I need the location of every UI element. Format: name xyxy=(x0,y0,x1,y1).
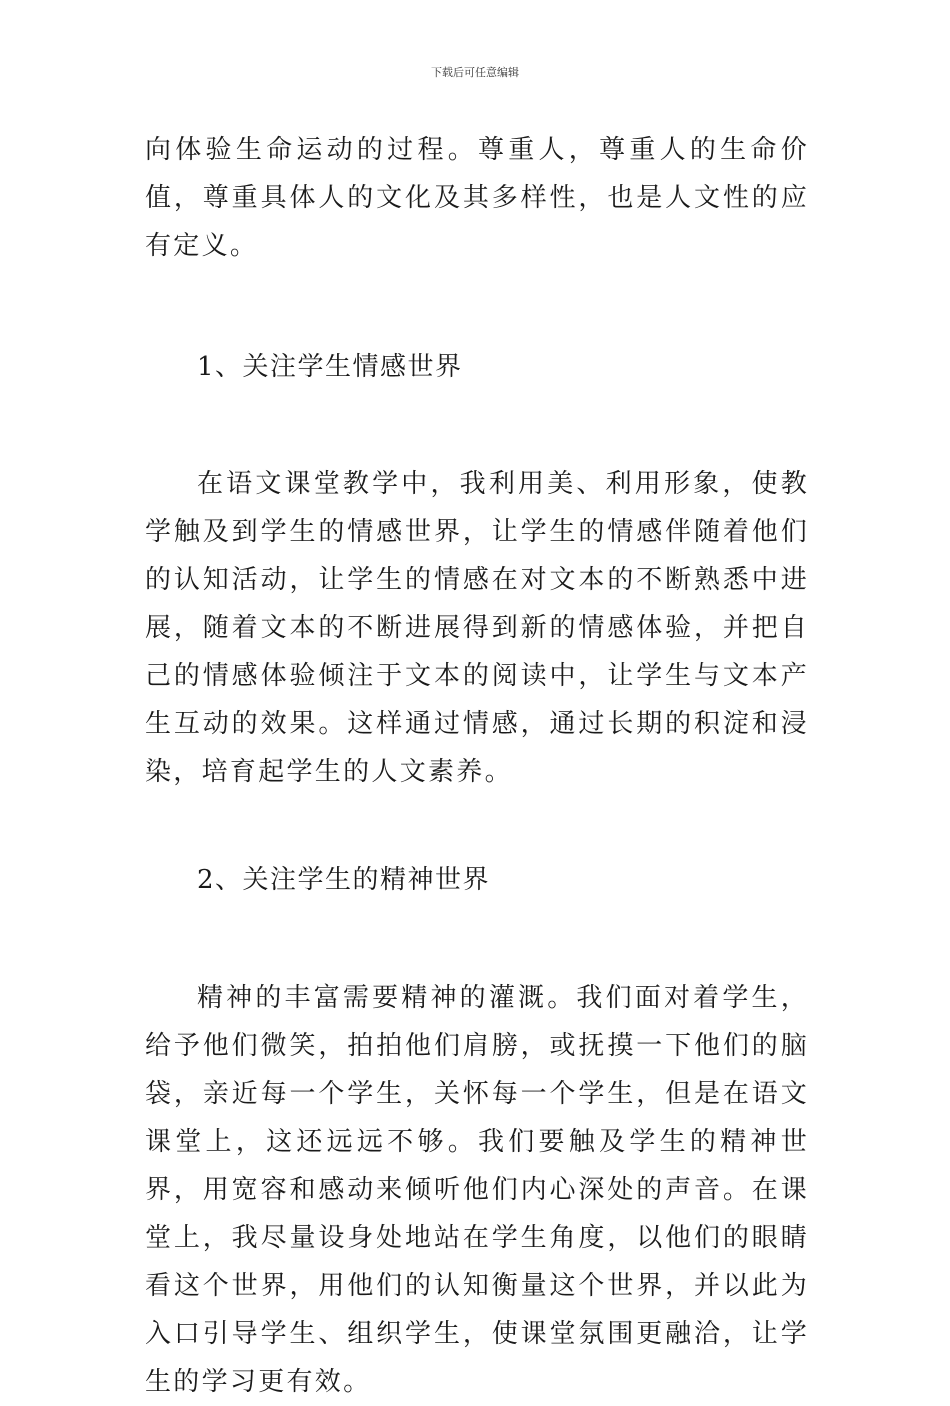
intro-paragraph: 向体验生命运动的过程。尊重人，尊重人的生命价值，尊重具体人的文化及其多样性，也是人文性的应有定义。 xyxy=(145,135,809,261)
section-2-paragraph: 精神的丰富需要精神的灌溉。我们面对着学生，给予他们微笑，拍拍他们肩膀，或抚摸一下他们的脑袋，亲近每一个学生，关怀每一个学生，但是在语文课堂上，这还远远不够。我们要触及学生的精神世界，用宽容和感动来倾听他们内心深处的声音。在课堂上，我尽量设身处地站在学生角度，以他们的眼睛看这个世界，用他们的认知衡量这个世界，并以此为入口引导学生、组织学生，使课堂氛围更融洽，让学生的学习更有效。 xyxy=(145,983,809,1397)
spacer xyxy=(145,391,809,460)
spacer xyxy=(145,904,809,974)
section-2-heading: 2、关注学生的精神世界 xyxy=(197,865,491,895)
spacer xyxy=(145,270,809,343)
section-1-heading: 1、关注学生情感世界 xyxy=(197,352,463,382)
page-header: 下载后可任意编辑 xyxy=(431,66,519,79)
document-body xyxy=(145,126,809,1406)
section-1-paragraph: 在语文课堂教学中，我利用美、利用形象，使教学触及到学生的情感世界，让学生的情感伴随着他们的认知活动，让学生的情感在对文本的不断熟悉中进展，随着文本的不断进展得到新的情感体验，并把自己的情感体验倾注于文本的阅读中，让学生与文本产生互动的效果。这样通过情感，通过长期的积淀和浸染，培育起学生的人文素养。 xyxy=(145,469,809,787)
spacer xyxy=(145,796,809,856)
